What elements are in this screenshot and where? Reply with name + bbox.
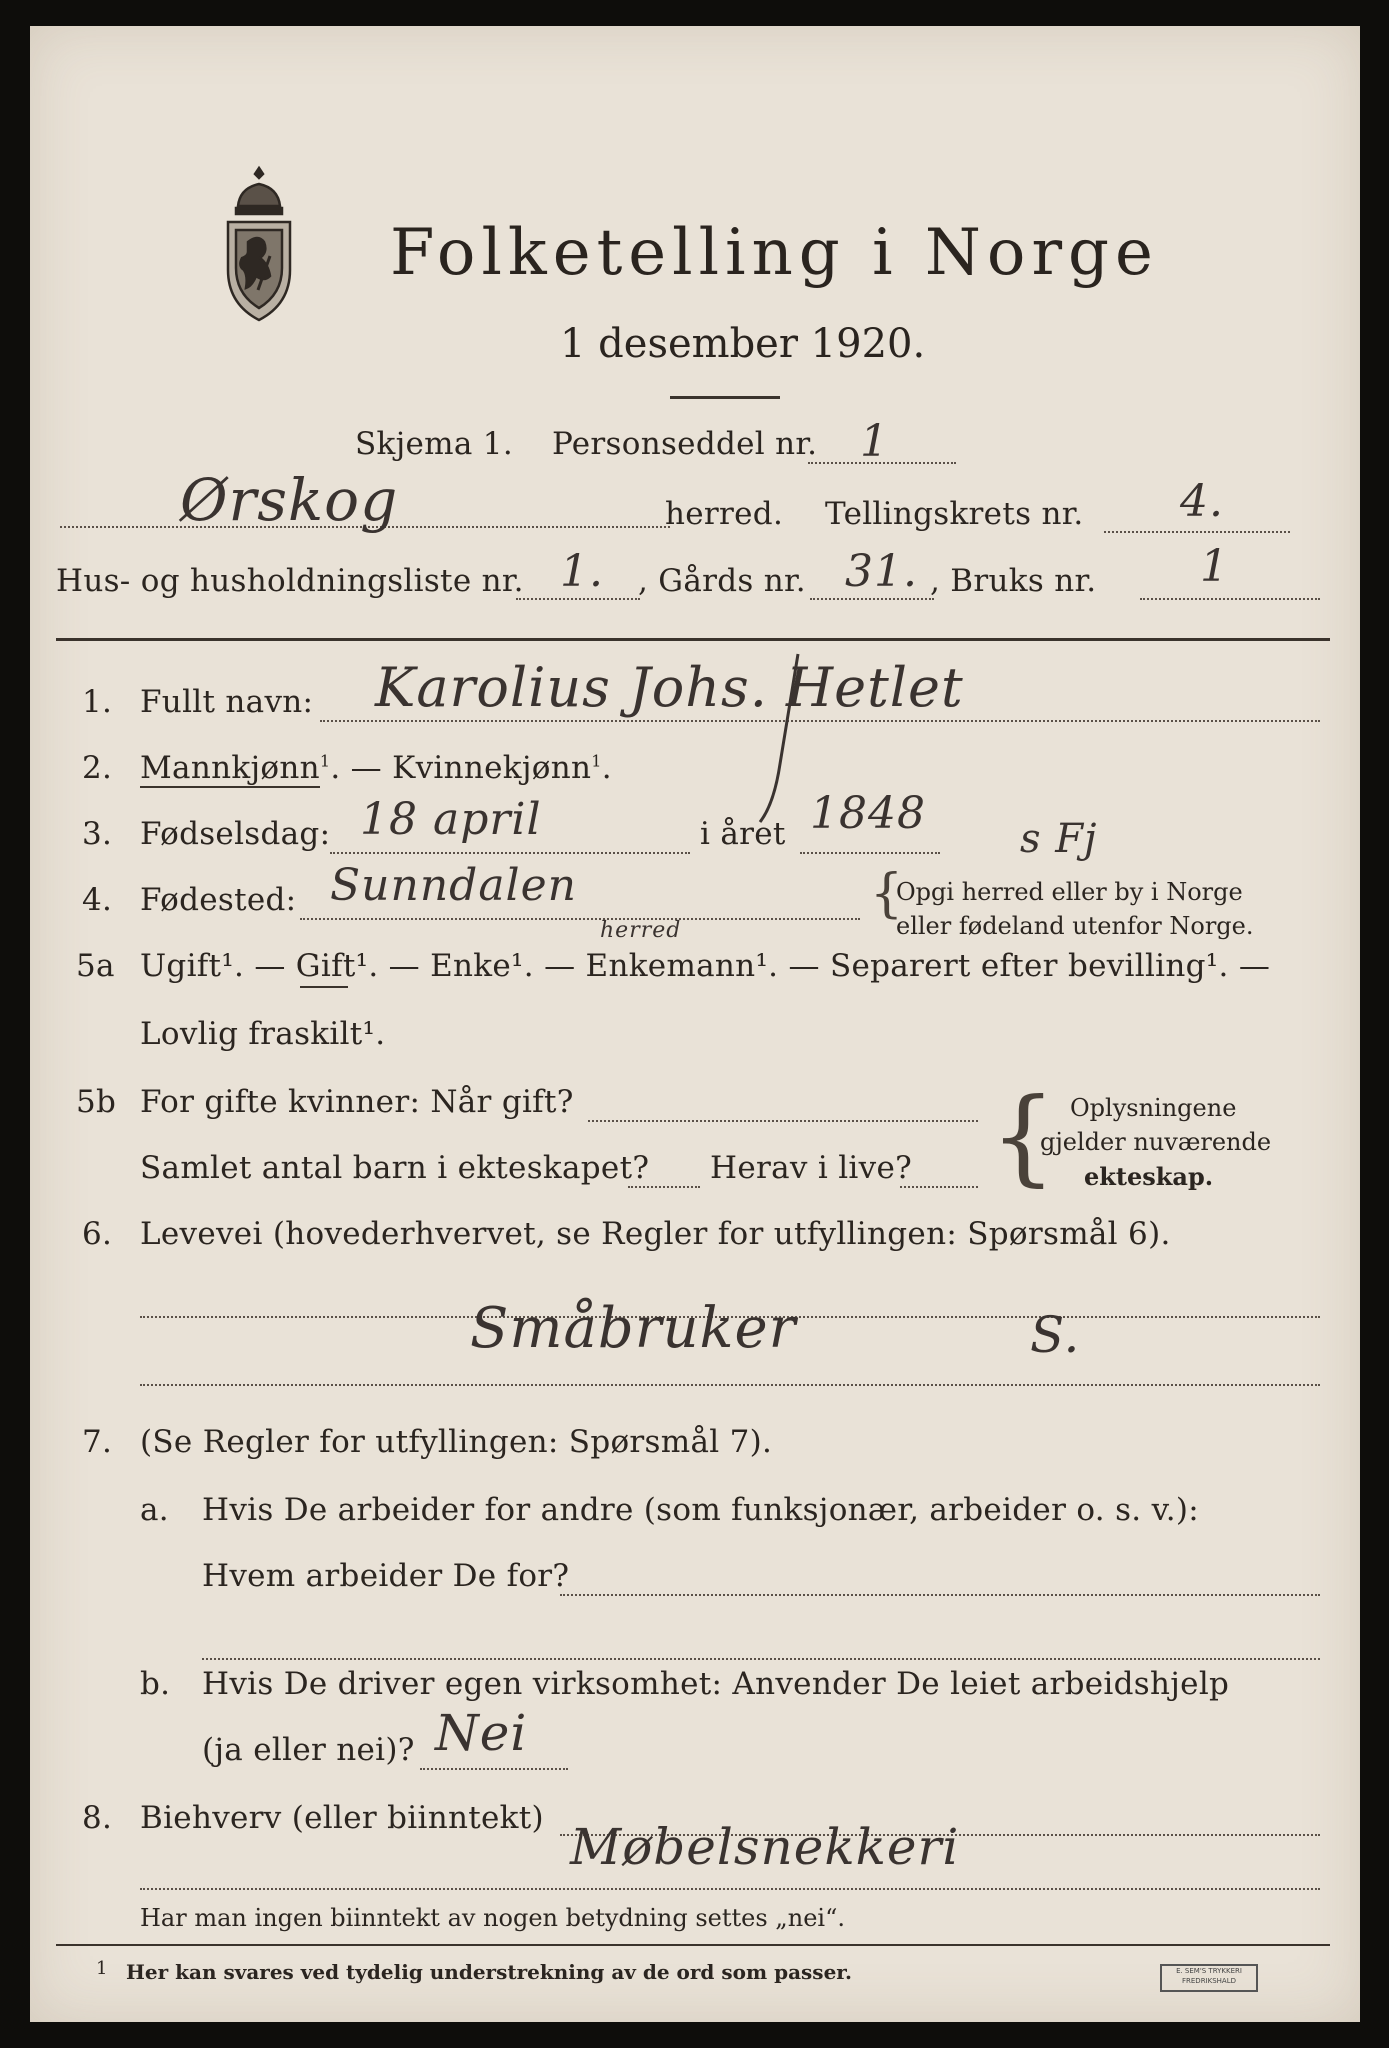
footnote-ref: 1 — [591, 751, 602, 771]
bruks-value[interactable]: 1 — [1200, 541, 1229, 592]
q1-field-line — [320, 720, 1320, 722]
q4-note-line1: Opgi herred eller by i Norge — [896, 878, 1243, 906]
q4-number: 4. — [82, 882, 113, 918]
bruks-label: , Bruks nr. — [930, 563, 1097, 599]
q4-note-brace: { — [870, 864, 904, 924]
q1-label: Fullt navn: — [140, 684, 314, 720]
q3-number: 3. — [82, 816, 113, 852]
q3-year-value[interactable]: 1848 — [810, 788, 926, 839]
q2-gender-options — [140, 750, 612, 786]
q5b-number: 5b — [76, 1084, 117, 1120]
herred-label: herred. — [665, 496, 784, 532]
q7b-line1: Hvis De driver egen virksomhet: Anvender De leiet arbeidshjelp — [202, 1666, 1230, 1702]
q6-occupation-value[interactable]: Småbruker — [470, 1296, 797, 1361]
norwegian-coat-of-arms-icon — [218, 164, 300, 324]
q6-number: 6. — [82, 1216, 113, 1252]
q2-mann-option[interactable]: Mannkjønn — [140, 750, 320, 786]
q5b-note-line2: gjelder nuværende — [1040, 1128, 1272, 1156]
skjema-label: Skjema 1. — [355, 426, 513, 462]
q5b-note-brace: { — [990, 1075, 1057, 1197]
q3-birthday-value[interactable]: 18 april — [360, 794, 542, 845]
q5b-children-field-line — [628, 1186, 700, 1188]
q5b-children-label: Samlet antal barn i ekteskapet? — [140, 1150, 650, 1186]
q7a-employer-field-line-2 — [202, 1658, 1320, 1660]
q8-number: 8. — [82, 1800, 113, 1836]
title-divider — [670, 396, 780, 399]
form-title: Folketelling i Norge — [390, 216, 1159, 290]
q3-label: Fødselsdag: — [140, 816, 331, 852]
q7-number: 7. — [82, 1424, 113, 1460]
q4-birthplace-value[interactable]: Sunndalen — [330, 860, 578, 911]
q4-birthplace-subnote: herred — [600, 918, 682, 943]
q8-label: Biehverv (eller biinntekt) — [140, 1800, 544, 1836]
q7a-employer-field-line-1 — [560, 1594, 1320, 1596]
q8-field-line-2 — [140, 1888, 1320, 1890]
q1-number: 1. — [82, 684, 113, 720]
q7b-hired-help-value[interactable]: Nei — [435, 1704, 528, 1762]
husholdningsliste-value[interactable]: 1. — [560, 546, 604, 597]
q5a-line2[interactable]: Lovlig fraskilt¹. — [140, 1016, 386, 1052]
tellingskrets-label: Tellingskrets nr. — [825, 496, 1084, 532]
q7b-letter: b. — [140, 1666, 171, 1702]
header-separator-rule — [56, 638, 1330, 641]
personseddel-label: Personseddel nr. — [552, 426, 818, 462]
q5b-note-line1: Oplysningene — [1070, 1094, 1237, 1122]
q2-separator: . — — [330, 750, 393, 786]
herred-value[interactable]: Ørskog — [180, 466, 399, 534]
census-form-sheet — [30, 26, 1360, 2022]
q5a-number: 5a — [76, 948, 115, 984]
census-date: 1 desember 1920. — [560, 321, 926, 367]
pen-stroke-mark — [750, 646, 810, 826]
q6-occupation-suffix: S. — [1030, 1306, 1081, 1364]
q1-full-name-value[interactable]: Karolius Johs. Hetlet — [375, 656, 964, 719]
q5a-marital-options[interactable]: Ugift¹. — Gift¹. — Enke¹. — Enkemann¹. — Separert efter bevilling¹. — — [140, 948, 1271, 984]
q3-year-label: i året — [700, 816, 786, 852]
q6-field-line-2 — [140, 1384, 1320, 1386]
q5b-alive-field-line — [900, 1186, 978, 1188]
q3-year-field-line — [800, 852, 940, 854]
q7-label: (Se Regler for utfyllingen: Spørsmål 7). — [140, 1424, 773, 1460]
gards-field-line — [810, 598, 934, 600]
q4-label: Fødested: — [140, 882, 297, 918]
tellingskrets-field-line — [1104, 531, 1290, 533]
tellingskrets-value[interactable]: 4. — [1180, 476, 1224, 527]
q7a-employer-label: Hvem arbeider De for? — [202, 1558, 570, 1594]
personseddel-value[interactable]: 1 — [860, 416, 889, 467]
footnote-separator-rule — [56, 1944, 1330, 1946]
q2-kvinne-option[interactable]: Kvinnekjønn — [392, 750, 592, 786]
q5b-alive-label: Herav i live? — [710, 1150, 913, 1186]
q7b-hired-help-field-line — [420, 1768, 568, 1770]
husholdningsliste-label: Hus- og husholdningsliste nr. — [56, 563, 524, 599]
q6-label: Levevei (hovederhvervet, se Regler for utfyllingen: Spørsmål 6). — [140, 1216, 1171, 1252]
q8-side-income-value[interactable]: Møbelsnekkeri — [570, 1818, 960, 1876]
printer-stamp-line1: E. SEM'S TRYKKERI — [1176, 1967, 1242, 1975]
q2-number: 2. — [82, 750, 113, 786]
bruks-field-line — [1140, 598, 1320, 600]
printer-stamp-line2: FREDRIKSHALD — [1181, 1977, 1236, 1985]
q5a-gift-underline — [300, 986, 348, 988]
q3-extra-note: s Fj — [1020, 816, 1098, 862]
q4-birthplace-field-line — [300, 918, 860, 920]
gards-label: , Gårds nr. — [638, 563, 806, 599]
footnote-text: Her kan svares ved tydelig understrekning av de ord som passer. — [126, 1960, 852, 1984]
q2-end: . — [601, 750, 612, 786]
q5b-married-when-label: For gifte kvinner: Når gift? — [140, 1084, 574, 1120]
q8-note: Har man ingen biinntekt av nogen betydning settes „nei“. — [140, 1904, 845, 1932]
husholdningsliste-field-line — [516, 598, 640, 600]
footnote-mark: 1 — [96, 1958, 108, 1979]
q7b-hired-help-label: (ja eller nei)? — [202, 1732, 415, 1768]
q3-birthday-field-line — [330, 852, 690, 854]
q7a-letter: a. — [140, 1492, 169, 1528]
q4-note-line2: eller fødeland utenfor Norge. — [896, 912, 1254, 940]
q5b-note-line3: ekteskap. — [1084, 1162, 1214, 1191]
footnote-ref: 1 — [319, 751, 331, 771]
q5b-married-when-field-line — [588, 1120, 978, 1122]
q7a-line1: Hvis De arbeider for andre (som funksjonær, arbeider o. s. v.): — [202, 1492, 1200, 1528]
gards-value[interactable]: 31. — [845, 546, 918, 597]
printer-stamp — [1160, 1964, 1258, 1992]
